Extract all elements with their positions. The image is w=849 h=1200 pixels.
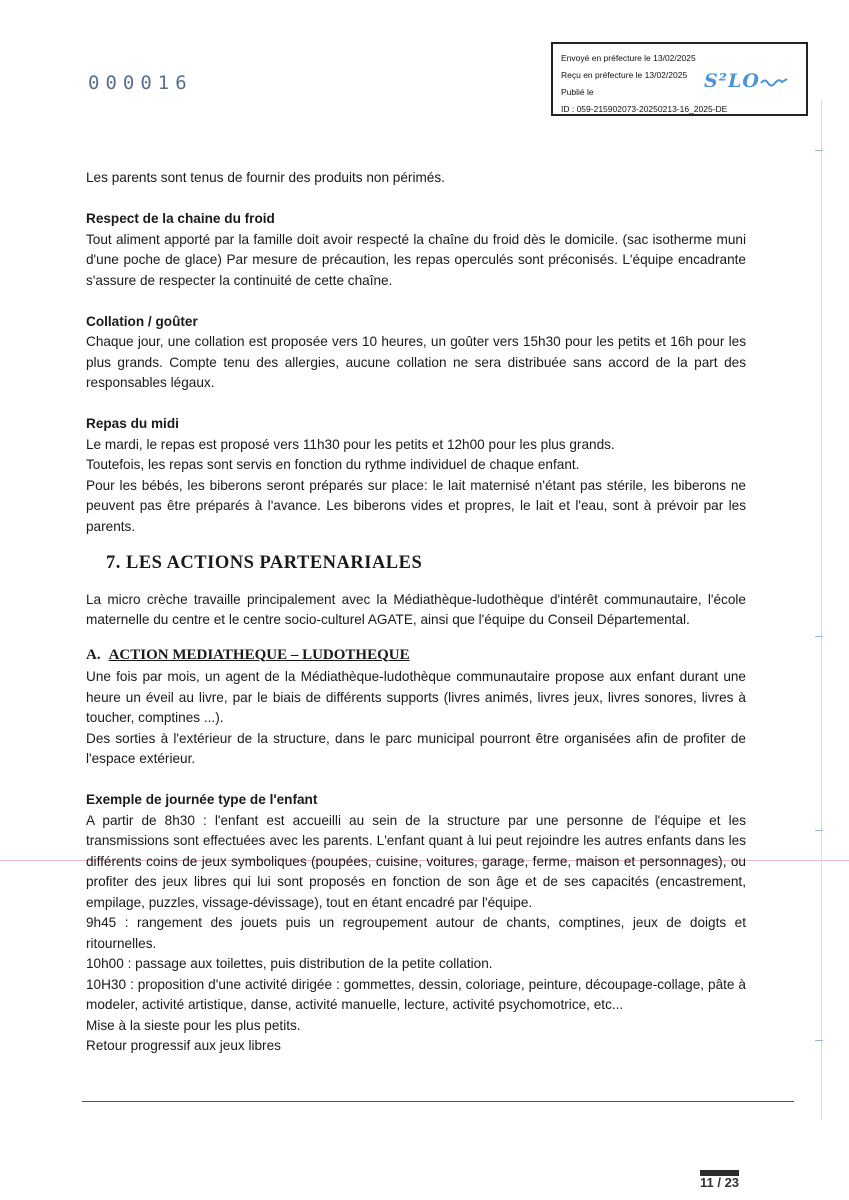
stamp-published-line: Publié le [561, 87, 594, 97]
typical-day-entry: Retour progressif aux jeux libres [86, 1038, 281, 1053]
page-number: 11 / 23 [700, 1170, 739, 1190]
margin-tick [815, 830, 823, 831]
section-a-title-text: ACTION MEDIATHEQUE – LUDOTHEQUE [108, 646, 410, 663]
intro-paragraph: Les parents sont tenus de fournir des produits non périmés. [86, 170, 445, 185]
section-7-paragraph: La micro crèche travaille principalement avec la Médiathèque-ludothèque d'intérêt communautaire, l'école maternelle du centre et le centre socio-culturel AGATE, ainsi que l'équipe du Conseil Départemental. [86, 591, 746, 627]
cold-chain-paragraph: Tout aliment apporté par la famille doit avoir respecté la chaîne du froid dès le domicile. (sac isotherme muni d'une poche de glace) Par mesure de précaution, les repas operculés sont préconisés. L'équipe encadrante s'assure de respecter la continuité de cette chaîne. [86, 231, 746, 288]
lunch-line: Le mardi, le repas est proposé vers 11h30 pour les petits et 12h00 pour les plus grands. [86, 436, 615, 452]
stamp-sent-line: Envoyé en préfecture le 13/02/2025 [561, 53, 696, 63]
typical-day-entry: Mise à la sieste pour les plus petits. [86, 1017, 301, 1033]
s2lo-logo: S²LO [704, 70, 788, 92]
section-a-paragraph: Une fois par mois, un agent de la Médiathèque-ludothèque communautaire propose aux enfant durant une heure un éveil au livre, par le biais de différents supports (livres animés, livres jeux, livres sonores, livres à toucher, comptines ...). [86, 669, 746, 725]
snack-heading: Collation / goûter [86, 313, 198, 329]
typical-day-entry: 9h45 : rangement des jouets puis un regroupement autour de chants, comptines, jeux de doigts et ritournelles. [86, 915, 746, 951]
typical-day-heading: Exemple de journée type de l'enfant [86, 792, 318, 807]
lunch-heading: Repas du midi [86, 416, 179, 431]
typical-day-entry: A partir de 8h30 : l'enfant est accueilli au sein de la structure par une personne de l'équipe et les transmissions sont effectuées avec les parents. L'enfant quant à lui peut rejoindre les autres enfants dans les différents coins de jeux symboliques (poupées, cuisine, voitures, garage, ferme, maison et personnages), ou profiter des jeux libres qui lui sont proposés en fonction de son âge et de ses capacités (encastrement, empilage, puzzles, vissage-dévissage), tout en étant encadré par l'équipe. [86, 812, 746, 910]
typical-day-entry: 10h00 : passage aux toilettes, puis distribution de la petite collation. [86, 956, 493, 971]
footer-divider [82, 1101, 794, 1102]
margin-tick [815, 1040, 823, 1041]
cold-chain-heading: Respect de la chaine du froid [86, 211, 275, 226]
lunch-line: Pour les bébés, les biberons seront préparés sur place: le lait maternisé n'étant pas stérile, les biberons ne peuvent pas être préparés à l'avance. Les biberons vides et propres, le lait et l'eau, sont à prévoir par les parents. [86, 477, 746, 534]
stamp-received-line: Reçu en préfecture le 13/02/2025 [561, 70, 688, 80]
margin-tick [815, 150, 823, 151]
section-a-title [86, 645, 746, 666]
margin-guide-line [821, 100, 822, 1120]
snack-paragraph: Chaque jour, une collation est proposée vers 10 heures, un goûter vers 15h30 pour les petits et 16h pour les plus grands. Compte tenu des allergies, aucune collation ne sera distribuée sans accord de la part des responsables légaux. [86, 334, 746, 390]
section-7-title: 7. LES ACTIONS PARTENARIALES [106, 553, 423, 573]
margin-tick [815, 636, 823, 637]
stamp-id-line: ID : 059-215902073-20250213-16_2025-DE [561, 104, 728, 114]
section-a-paragraph: Des sorties à l'extérieur de la structure, dans le parc municipal pourront être organisées afin de profiter de l'espace extérieur. [86, 730, 746, 766]
lunch-line: Toutefois, les repas sont servis en fonction du rythme individuel de chaque enfant. [86, 457, 580, 472]
section-a-letter: A. [86, 646, 101, 663]
page-number-stamp: 000016 [88, 72, 193, 94]
document-body [86, 168, 746, 1057]
typical-day-entry: 10H30 : proposition d'une activité dirigée : gommettes, dessin, coloriage, peinture, découpage-collage, pâte à modeler, activité artistique, danse, activité manuelle, lecture, activité psychomotrice, etc... [86, 976, 746, 1012]
